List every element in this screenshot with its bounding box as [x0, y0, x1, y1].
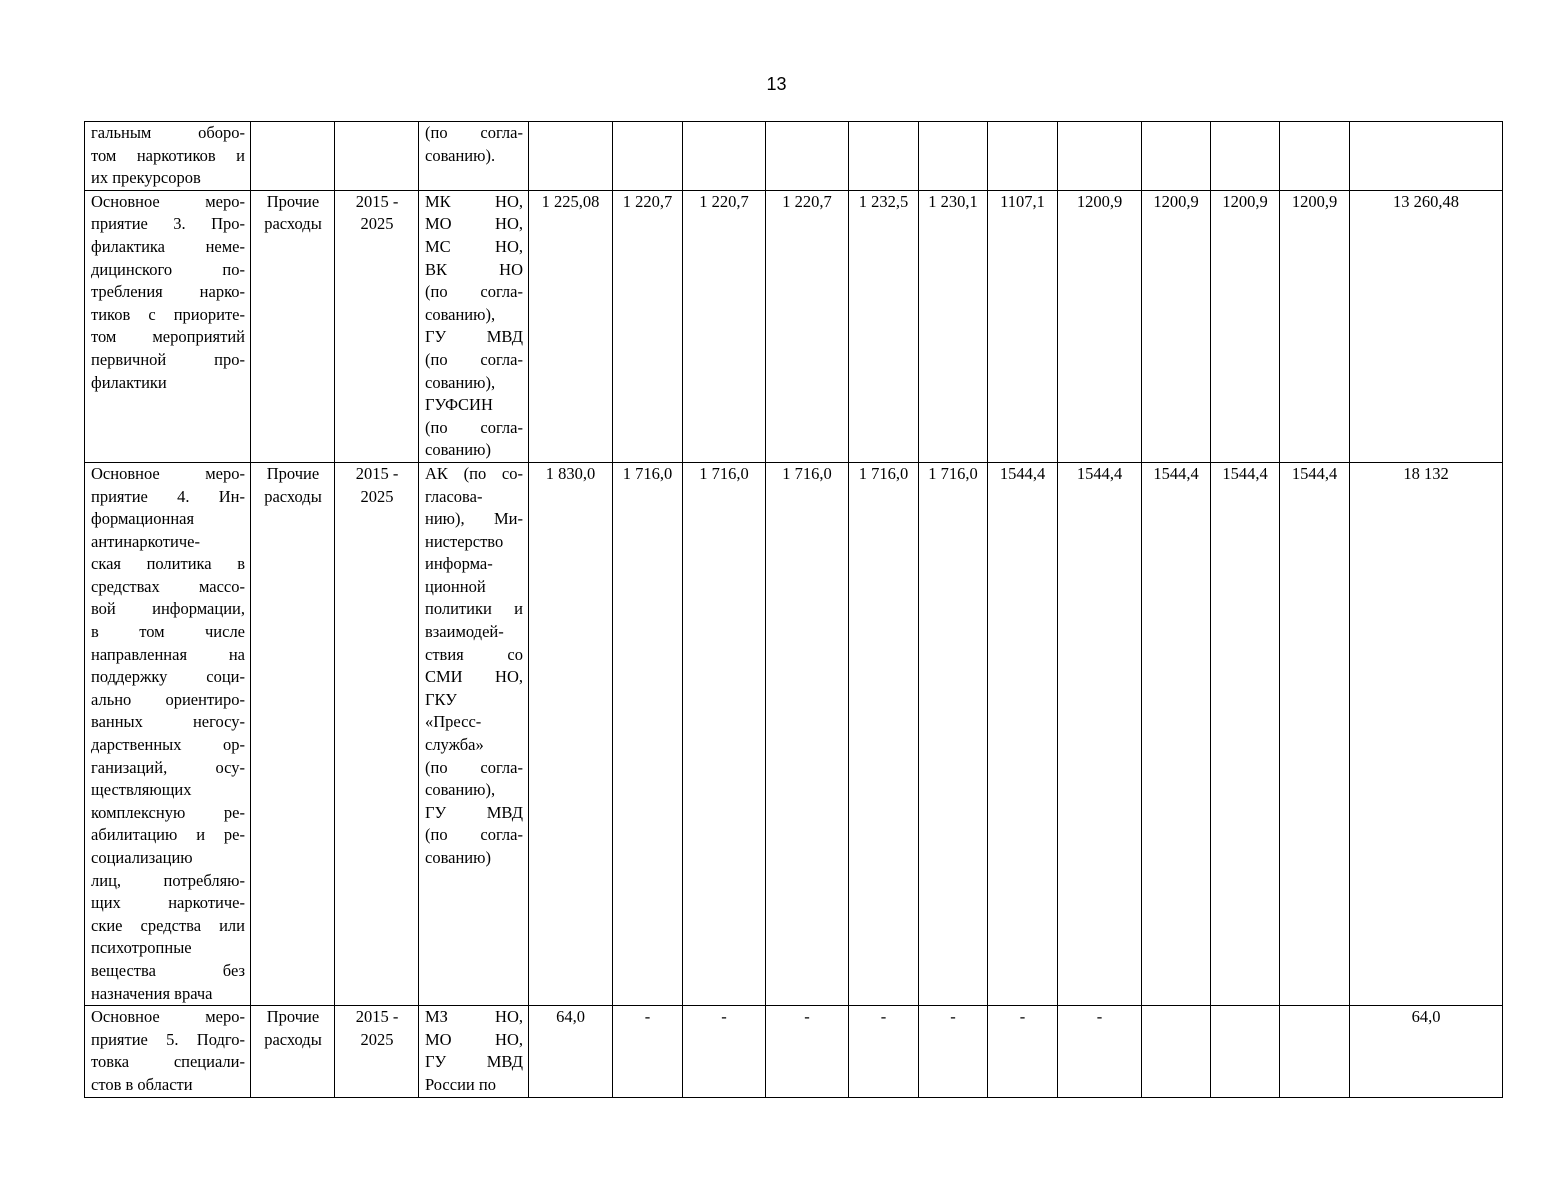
year-value-cell — [919, 122, 988, 191]
executor-cell-line: информа- — [425, 554, 493, 574]
measure-name-cell-line: социализацию — [91, 848, 193, 867]
executor-cell-line: ствия со — [425, 644, 523, 664]
executor-cell-line: сованию), — [425, 304, 496, 324]
executor-cell-line: ГКУ — [425, 689, 457, 709]
expense-type-cell — [251, 122, 335, 191]
measure-name-cell-line: стов в области — [91, 1074, 193, 1094]
executor-cell-line: ВК НО — [425, 259, 523, 279]
measure-name-cell-line: лиц, потребляю- — [91, 870, 245, 890]
expense-type-cell — [251, 462, 335, 1005]
year-value-cell: 1 716,0 — [849, 462, 919, 1005]
table-row — [85, 190, 1503, 462]
year-value-cell: 1200,9 — [1142, 190, 1211, 462]
executor-cell-line: (по согла- — [425, 349, 523, 369]
executor-cell-line: нию), Ми- — [425, 509, 523, 529]
year-value-cell — [683, 122, 766, 191]
total-value-cell: 13 260,48 — [1350, 190, 1503, 462]
measure-name-cell-line: филактика неме- — [91, 236, 245, 256]
year-value-cell: 1107,1 — [988, 190, 1058, 462]
executor-cell-line: России по — [425, 1074, 496, 1094]
executor-cell — [419, 190, 529, 462]
measure-name-cell — [85, 462, 251, 1005]
executor-cell-line: ГУ МВД — [425, 327, 523, 347]
executor-cell-line: (по согла- — [425, 757, 523, 777]
expense-type-cell — [251, 190, 335, 462]
total-value-cell: 18 132 — [1350, 462, 1503, 1005]
year-value-cell: 1 830,0 — [529, 462, 613, 1005]
executor-cell-line: взаимодей- — [425, 622, 504, 642]
year-value-cell: - — [919, 1006, 988, 1098]
year-value-cell: 1544,4 — [988, 462, 1058, 1005]
period-cell-line: 2025 — [360, 214, 394, 234]
year-value-cell: 1 220,7 — [683, 190, 766, 462]
year-value-cell: 1200,9 — [1058, 190, 1142, 462]
year-value-cell — [1142, 1006, 1211, 1098]
year-value-cell: - — [613, 1006, 683, 1098]
executor-cell-line: ционной — [425, 576, 486, 596]
measure-name-cell-line: том мероприятий — [91, 327, 245, 347]
measure-name-cell-line: Основное меро- — [91, 463, 245, 483]
executor-cell-line: гласова- — [425, 486, 483, 506]
period-cell — [335, 462, 419, 1005]
year-value-cell — [988, 122, 1058, 191]
expense-type-cell-line: расходы — [264, 214, 322, 234]
expense-type-cell-line: Прочие — [266, 463, 320, 483]
measure-name-cell-line: щих наркотиче- — [91, 893, 245, 913]
measure-name-cell-line: вещества без — [91, 960, 245, 980]
executor-cell-line: (по согла- — [425, 123, 523, 142]
total-value-cell — [1350, 122, 1503, 191]
executor-cell-line: МЗ НО, — [425, 1007, 523, 1027]
measure-name-cell-line: филактики — [91, 372, 167, 392]
measure-name-cell-line: приятие 4. Ин- — [91, 486, 245, 506]
executor-cell-line: АК (по со- — [425, 463, 523, 483]
measure-name-cell — [85, 122, 251, 191]
measure-name-cell-line: Основное меро- — [91, 191, 245, 211]
period-cell — [335, 122, 419, 191]
page-number: 13 — [766, 74, 787, 94]
executor-cell-line: нистерство — [425, 531, 504, 551]
year-value-cell: - — [849, 1006, 919, 1098]
measure-name-cell-line: формационная — [91, 509, 195, 529]
executor-cell-line: сованию), — [425, 372, 496, 392]
year-value-cell: - — [766, 1006, 849, 1098]
year-value-cell: 1 716,0 — [919, 462, 988, 1005]
period-cell-line: 2015 - — [355, 191, 399, 211]
measure-name-cell-line: первичной про- — [91, 349, 245, 369]
year-value-cell — [1058, 122, 1142, 191]
executor-cell-line: (по согла- — [425, 282, 523, 302]
year-value-cell: 1544,4 — [1280, 462, 1350, 1005]
year-value-cell — [1211, 122, 1280, 191]
year-value-cell — [1142, 122, 1211, 191]
executor-cell-line: «Пресс- — [425, 712, 482, 732]
measure-name-cell-line: дарственных ор- — [91, 735, 245, 755]
year-value-cell — [613, 122, 683, 191]
executor-cell-line: МО НО, — [425, 1029, 523, 1049]
year-value-cell — [766, 122, 849, 191]
period-cell-line: 2015 - — [355, 463, 399, 483]
measure-name-cell-line: средствах массо- — [91, 576, 245, 596]
total-value-cell: 64,0 — [1350, 1006, 1503, 1098]
year-value-cell: - — [988, 1006, 1058, 1098]
measure-name-cell-line: антинаркотиче- — [91, 531, 200, 551]
measure-name-cell-line: Основное меро- — [91, 1007, 245, 1027]
executor-cell-line: МК НО, — [425, 191, 523, 211]
measure-name-cell-line: назначения врача — [91, 983, 213, 1003]
measure-name-cell-line: поддержку соци- — [91, 667, 245, 687]
measure-name-cell-line: дицинского по- — [91, 259, 245, 279]
executor-cell — [419, 1006, 529, 1098]
year-value-cell: 1 220,7 — [766, 190, 849, 462]
executor-cell — [419, 462, 529, 1005]
measure-name-cell-line: приятие 3. Про- — [91, 214, 245, 234]
year-value-cell — [1280, 1006, 1350, 1098]
measure-name-cell-line: требления нарко- — [91, 282, 245, 302]
executor-cell-line: ГУФСИН — [425, 395, 493, 415]
expense-type-cell-line: Прочие — [266, 191, 320, 211]
measure-name-cell-line: том наркотиков и — [91, 145, 245, 165]
executor-cell-line: МС НО, — [425, 236, 523, 256]
measure-name-cell-line: абилитацию и ре- — [91, 825, 245, 845]
executor-cell-line: сованию). — [425, 145, 496, 165]
executor-cell — [419, 122, 529, 191]
year-value-cell — [1280, 122, 1350, 191]
executor-cell-line: ГУ МВД — [425, 1052, 523, 1072]
period-cell-line: 2025 — [360, 1029, 394, 1049]
table-row — [85, 1006, 1503, 1098]
year-value-cell: 1544,4 — [1142, 462, 1211, 1005]
measure-name-cell-line: направленная на — [91, 644, 245, 664]
year-value-cell: 1 230,1 — [919, 190, 988, 462]
measure-name-cell-line: товка специали- — [91, 1052, 245, 1072]
table-row — [85, 122, 1503, 191]
period-cell-line: 2015 - — [355, 1007, 399, 1027]
measure-name-cell-line: ганизаций, осу- — [91, 757, 245, 777]
year-value-cell: 1 225,08 — [529, 190, 613, 462]
executor-cell-line: служба» — [425, 735, 484, 755]
measure-name-cell-line: гальным обоpо- — [91, 123, 245, 142]
executor-cell-line: (по согла- — [425, 825, 523, 845]
period-cell — [335, 190, 419, 462]
year-value-cell: - — [683, 1006, 766, 1098]
measure-name-cell — [85, 190, 251, 462]
year-value-cell: 1 232,5 — [849, 190, 919, 462]
year-value-cell: 1 716,0 — [766, 462, 849, 1005]
executor-cell-line: ГУ МВД — [425, 802, 523, 822]
year-value-cell — [529, 122, 613, 191]
measure-name-cell-line: комплексную ре- — [91, 802, 245, 822]
expense-type-cell-line: Прочие — [266, 1007, 320, 1027]
measure-name-cell-line: тиков с приорите- — [91, 304, 245, 324]
measure-name-cell-line: ществляющих — [91, 780, 192, 800]
measure-name-cell — [85, 1006, 251, 1098]
year-value-cell: 1200,9 — [1280, 190, 1350, 462]
year-value-cell: 1544,4 — [1058, 462, 1142, 1005]
program-measures-table — [84, 121, 1503, 1098]
year-value-cell: 1 220,7 — [613, 190, 683, 462]
measure-name-cell-line: приятие 5. Подго- — [91, 1029, 245, 1049]
measure-name-cell-line: ские средства или — [91, 915, 245, 935]
measure-name-cell-line: вой информации, — [91, 599, 245, 619]
year-value-cell — [849, 122, 919, 191]
year-value-cell: 1544,4 — [1211, 462, 1280, 1005]
executor-cell-line: (по согла- — [425, 417, 523, 437]
expense-type-cell-line: расходы — [264, 1029, 322, 1049]
year-value-cell: - — [1058, 1006, 1142, 1098]
measure-name-cell-line: ально ориентиро- — [91, 689, 245, 709]
measure-name-cell-line: ванных негосу- — [91, 712, 245, 732]
measure-name-cell-line: их прекурсоров — [91, 168, 201, 188]
table-row — [85, 462, 1503, 1005]
year-value-cell — [1211, 1006, 1280, 1098]
period-cell — [335, 1006, 419, 1098]
executor-cell-line: сованию) — [425, 440, 491, 460]
measure-name-cell-line: ская политика в — [91, 554, 245, 574]
measure-name-cell-line: психотропные — [91, 938, 192, 958]
year-value-cell: 64,0 — [529, 1006, 613, 1098]
year-value-cell: 1 716,0 — [683, 462, 766, 1005]
expense-type-cell — [251, 1006, 335, 1098]
measure-name-cell-line: в том числе — [91, 622, 245, 642]
executor-cell-line: сованию) — [425, 848, 491, 867]
executor-cell-line: МО НО, — [425, 214, 523, 234]
executor-cell-line: СМИ НО, — [425, 667, 523, 687]
period-cell-line: 2025 — [360, 486, 394, 506]
year-value-cell: 1200,9 — [1211, 190, 1280, 462]
year-value-cell: 1 716,0 — [613, 462, 683, 1005]
expense-type-cell-line: расходы — [264, 486, 322, 506]
executor-cell-line: сованию), — [425, 780, 496, 800]
executor-cell-line: политики и — [425, 599, 523, 619]
